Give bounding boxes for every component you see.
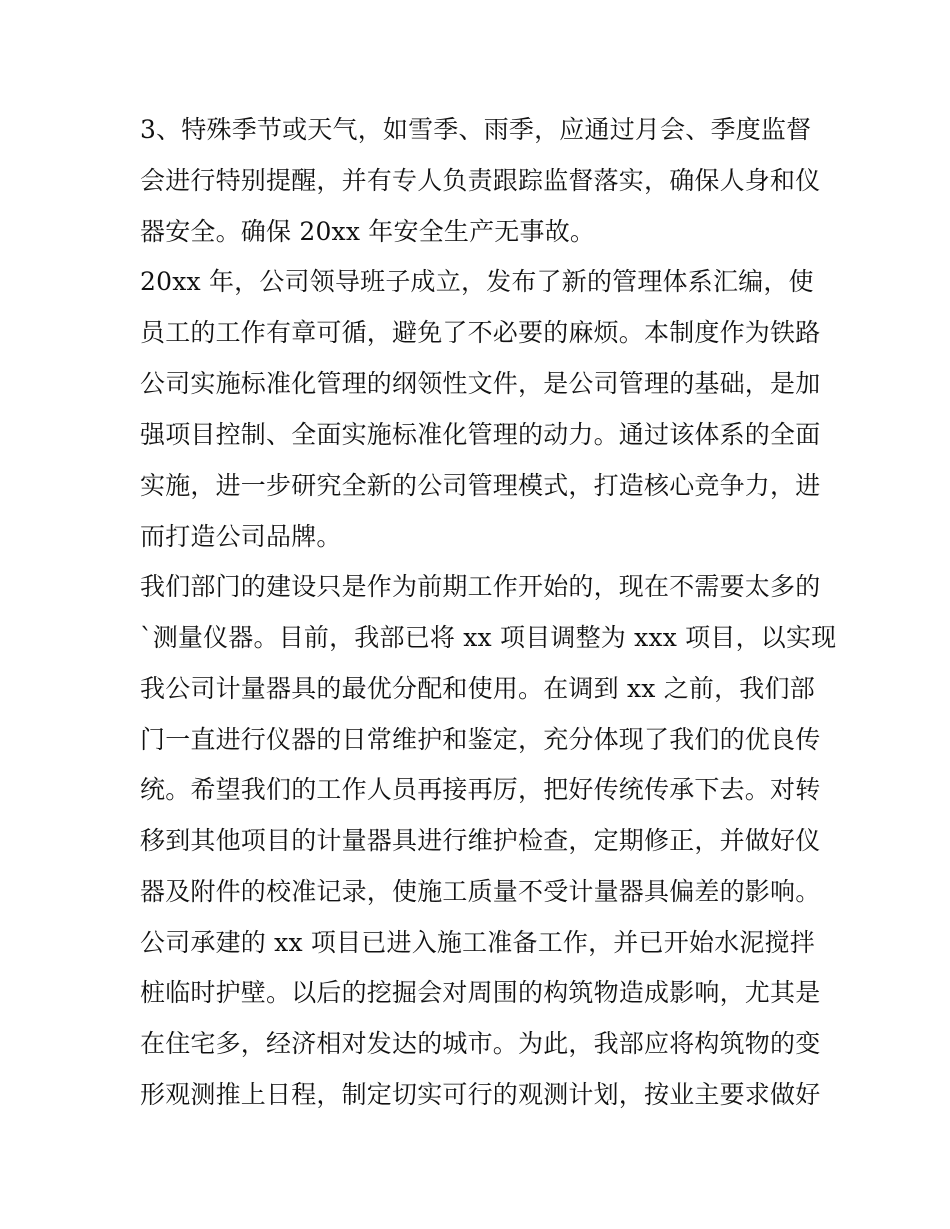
text-line: 3、特殊季节或天气，如雪季、雨季，应通过月会、季度监督 (140, 115, 812, 144)
text-line: 公司承建的 xx 项目已进入施工准备工作，并已开始水泥搅拌 (140, 928, 815, 957)
text-line: 器及附件的校准记录，使施工质量不受计量器具偏差的影响。 (140, 877, 821, 906)
text-line: 统。希望我们的工作人员再接再厉，把好传统传承下去。对转 (140, 775, 821, 804)
text-line: 公司实施标准化管理的纲领性文件，是公司管理的基础，是加 (140, 369, 821, 398)
text-line: 形观测推上日程，制定切实可行的观测计划，按业主要求做好 (140, 1080, 821, 1109)
text-line: 器安全。确保 20xx 年安全生产无事故。 (140, 217, 596, 246)
text-line: 20xx 年，公司领导班子成立，发布了新的管理体系汇编，使 (140, 267, 814, 296)
text-line: 我公司计量器具的最优分配和使用。在调到 xx 之前，我们部 (140, 674, 815, 703)
text-line: 移到其他项目的计量器具进行维护检查，定期修正，并做好仪 (140, 826, 821, 855)
text-line: 会进行特别提醒，并有专人负责跟踪监督落实，确保人身和仪 (140, 166, 821, 195)
text-line: 员工的工作有章可循，避免了不必要的麻烦。本制度作为铁路 (140, 318, 821, 347)
text-line: 在住宅多，经济相对发达的城市。为此，我部应将构筑物的变 (140, 1029, 821, 1058)
text-line: 实施，进一步研究全新的公司管理模式，打造核心竞争力，进 (140, 471, 821, 500)
text-line: 门一直进行仪器的日常维护和鉴定，充分体现了我们的优良传 (140, 725, 821, 754)
text-line: `测量仪器。目前，我部已将 xx 项目调整为 xxx 项目，以实现 (140, 623, 837, 652)
text-line: 而打造公司品牌。 (140, 522, 342, 551)
text-line: 我们部门的建设只是作为前期工作开始的，现在不需要太多的 (140, 572, 821, 601)
text-line: 强项目控制、全面实施标准化管理的动力。通过该体系的全面 (140, 420, 821, 449)
text-line: 桩临时护壁。以后的挖掘会对周围的构筑物造成影响，尤其是 (140, 978, 821, 1007)
